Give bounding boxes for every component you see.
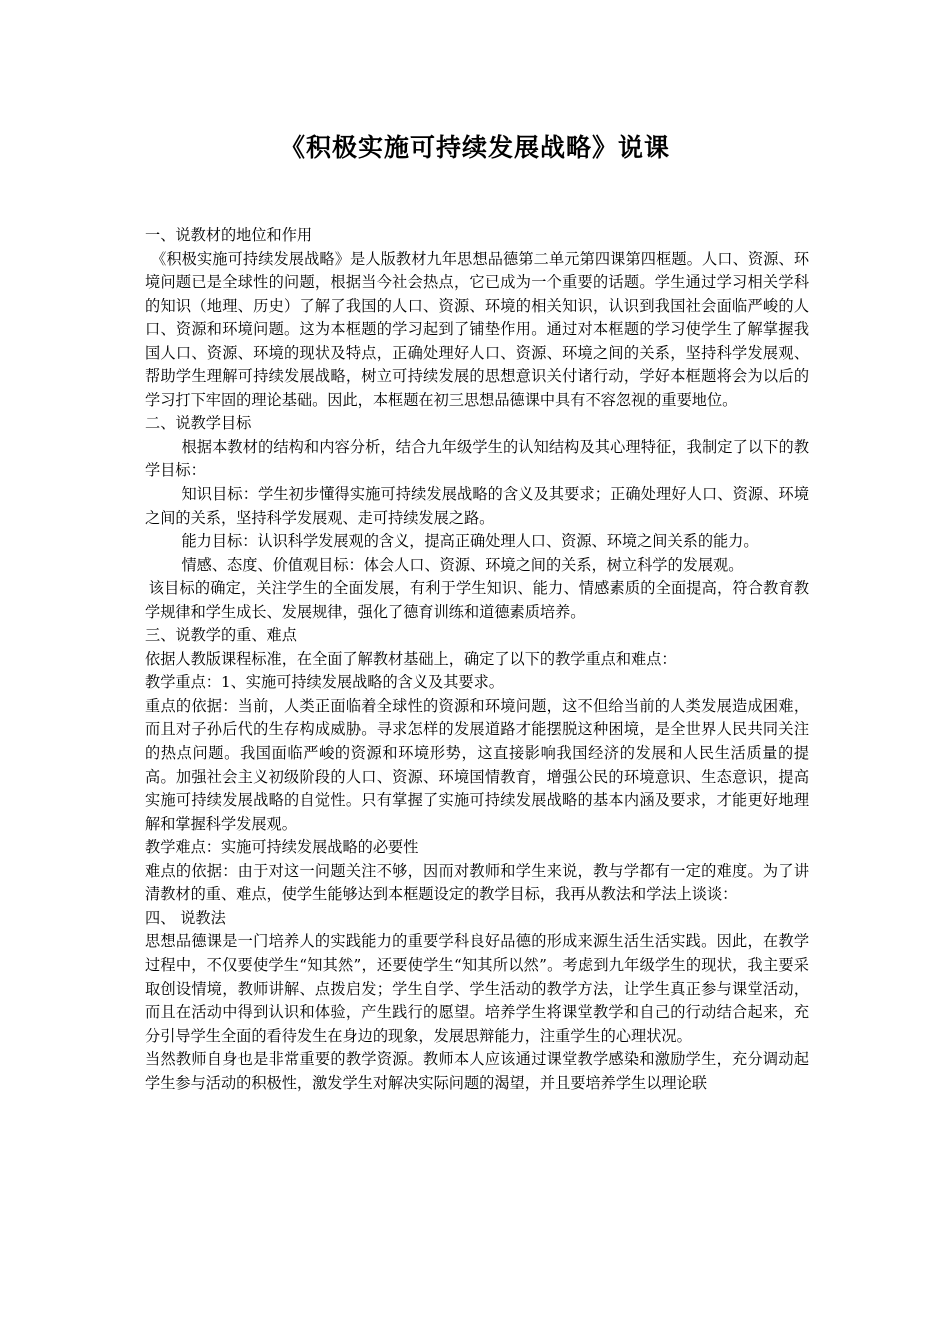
paragraph: 《积极实施可持续发展战略》是人版教材九年思想品德第二单元第四课第四框题。人口、资源、环境问题已是全球性的问题，根据当今社会热点，它已成为一个重要的话题。学生通过学习相关学科的知识（地理、历史）了解了我国的人口、资源、环境的相关知识，认识到我国社会面临严峻的人口、资源和环境问题。这为本框题的学习起到了铺垫作用。通过对本框题的学习使学生了解掌握我国人口、资源、环境的现状及特点，正确处理好人口、资源、环境之间的关系，坚持科学发展观、帮助学生理解可持续发展战略，树立可持续发展的思想意识关付诸行动，学好本框题将会为以后的学习打下牢固的理论基础。因此，本框题在初三思想品德课中具有不容忽视的重要地位。 — [145, 249, 809, 409]
paragraph: 情感、态度、价值观目标：体会人口、资源、环境之间的关系，树立科学的发展观。 — [181, 555, 744, 574]
paragraph: 依据人教版课程标准，在全面了解教材基础上，确定了以下的教学重点和难点： — [145, 649, 677, 668]
paragraph: 思想品德课是一门培养人的实践能力的重要学科良好品德的形成来源生活生活实践。因此，在教学过程中，不仅要使学生“知其然”，还要使学生“知其所以然”。考虑到九年级学生的现状，我主要采取创设情境，教师讲解、点拨启发；学生自学、学生活动的教学方法，让学生真正参与课堂活动，而且在活动中得到认识和体验，产生践行的愿望。培养学生将课堂教学和自己的行动结合起来，充分引导学生全面的看待发生在身边的现象，发展思辩能力，注重学生的心理状况。 — [145, 932, 809, 1045]
section-heading: 四、 说教法 — [145, 908, 226, 927]
document-title: 《积极实施可持续发展战略》说课 — [279, 133, 670, 162]
paragraph: 教学难点：实施可持续发展战略的必要性 — [145, 838, 419, 857]
paragraph: 知识目标：学生初步懂得实施可持续发展战略的含义及其要求；正确处理好人口、资源、环境之间的关系，坚持科学发展观、走可持续发展之路。 — [145, 485, 809, 527]
paragraph: 难点的依据：由于对这一问题关注不够，因而对教师和学生来说，教与学都有一定的难度。为了讲清教材的重、难点，使学生能够达到本框题设定的教学目标，我再从教法和学法上谈谈： — [145, 861, 809, 904]
document-body — [145, 224, 809, 1095]
section-heading: 一、说教材的地位和作用 — [145, 226, 313, 244]
paragraph: 该目标的确定，关注学生的全面发展，有利于学生知识、能力、情感素质的全面提高，符合教育教学规律和学生成长、发展规律，强化了德育训练和道德素质培养。 — [145, 579, 809, 621]
section-heading: 三、说教学的重、难点 — [145, 626, 297, 645]
paragraph: 重点的依据：当前，人类正面临着全球性的资源和环境问题，这不但给当前的人类发展造成困难，而且对子孙后代的生存构成威胁。寻求怎样的发展道路才能摆脱这种困境，是全世界人民共同关注的热点问题。我国面临严峻的资源和环境形势，这直接影响我国经济的发展和人民生活质量的提高。加强社会主义初级阶段的人口、资源、环境国情教育，增强公民的环境意识、生态意识，提高实施可持续发展战略的自觉性。只有掌握了实施可持续发展战略的基本内涵及要求，才能更好地理解和掌握科学发展观。 — [145, 696, 809, 833]
paragraph: 当然教师自身也是非常重要的教学资源。教师本人应该通过课堂教学感染和激励学生，充分调动起学生参与活动的积极性，激发学生对解决实际问题的渴望，并且要培养学生以理论联 — [145, 1050, 809, 1092]
paragraph: 根据本教材的结构和内容分析，结合九年级学生的认知结构及其心理特征，我制定了以下的教学目标： — [145, 437, 809, 480]
section-heading: 二、说教学目标 — [145, 414, 252, 433]
paragraph: 教学重点：1、实施可持续发展战略的含义及其要求。 — [145, 673, 504, 692]
paragraph: 能力目标：认识科学发展观的含义，提高正确处理人口、资源、环境之间关系的能力。 — [181, 532, 759, 551]
